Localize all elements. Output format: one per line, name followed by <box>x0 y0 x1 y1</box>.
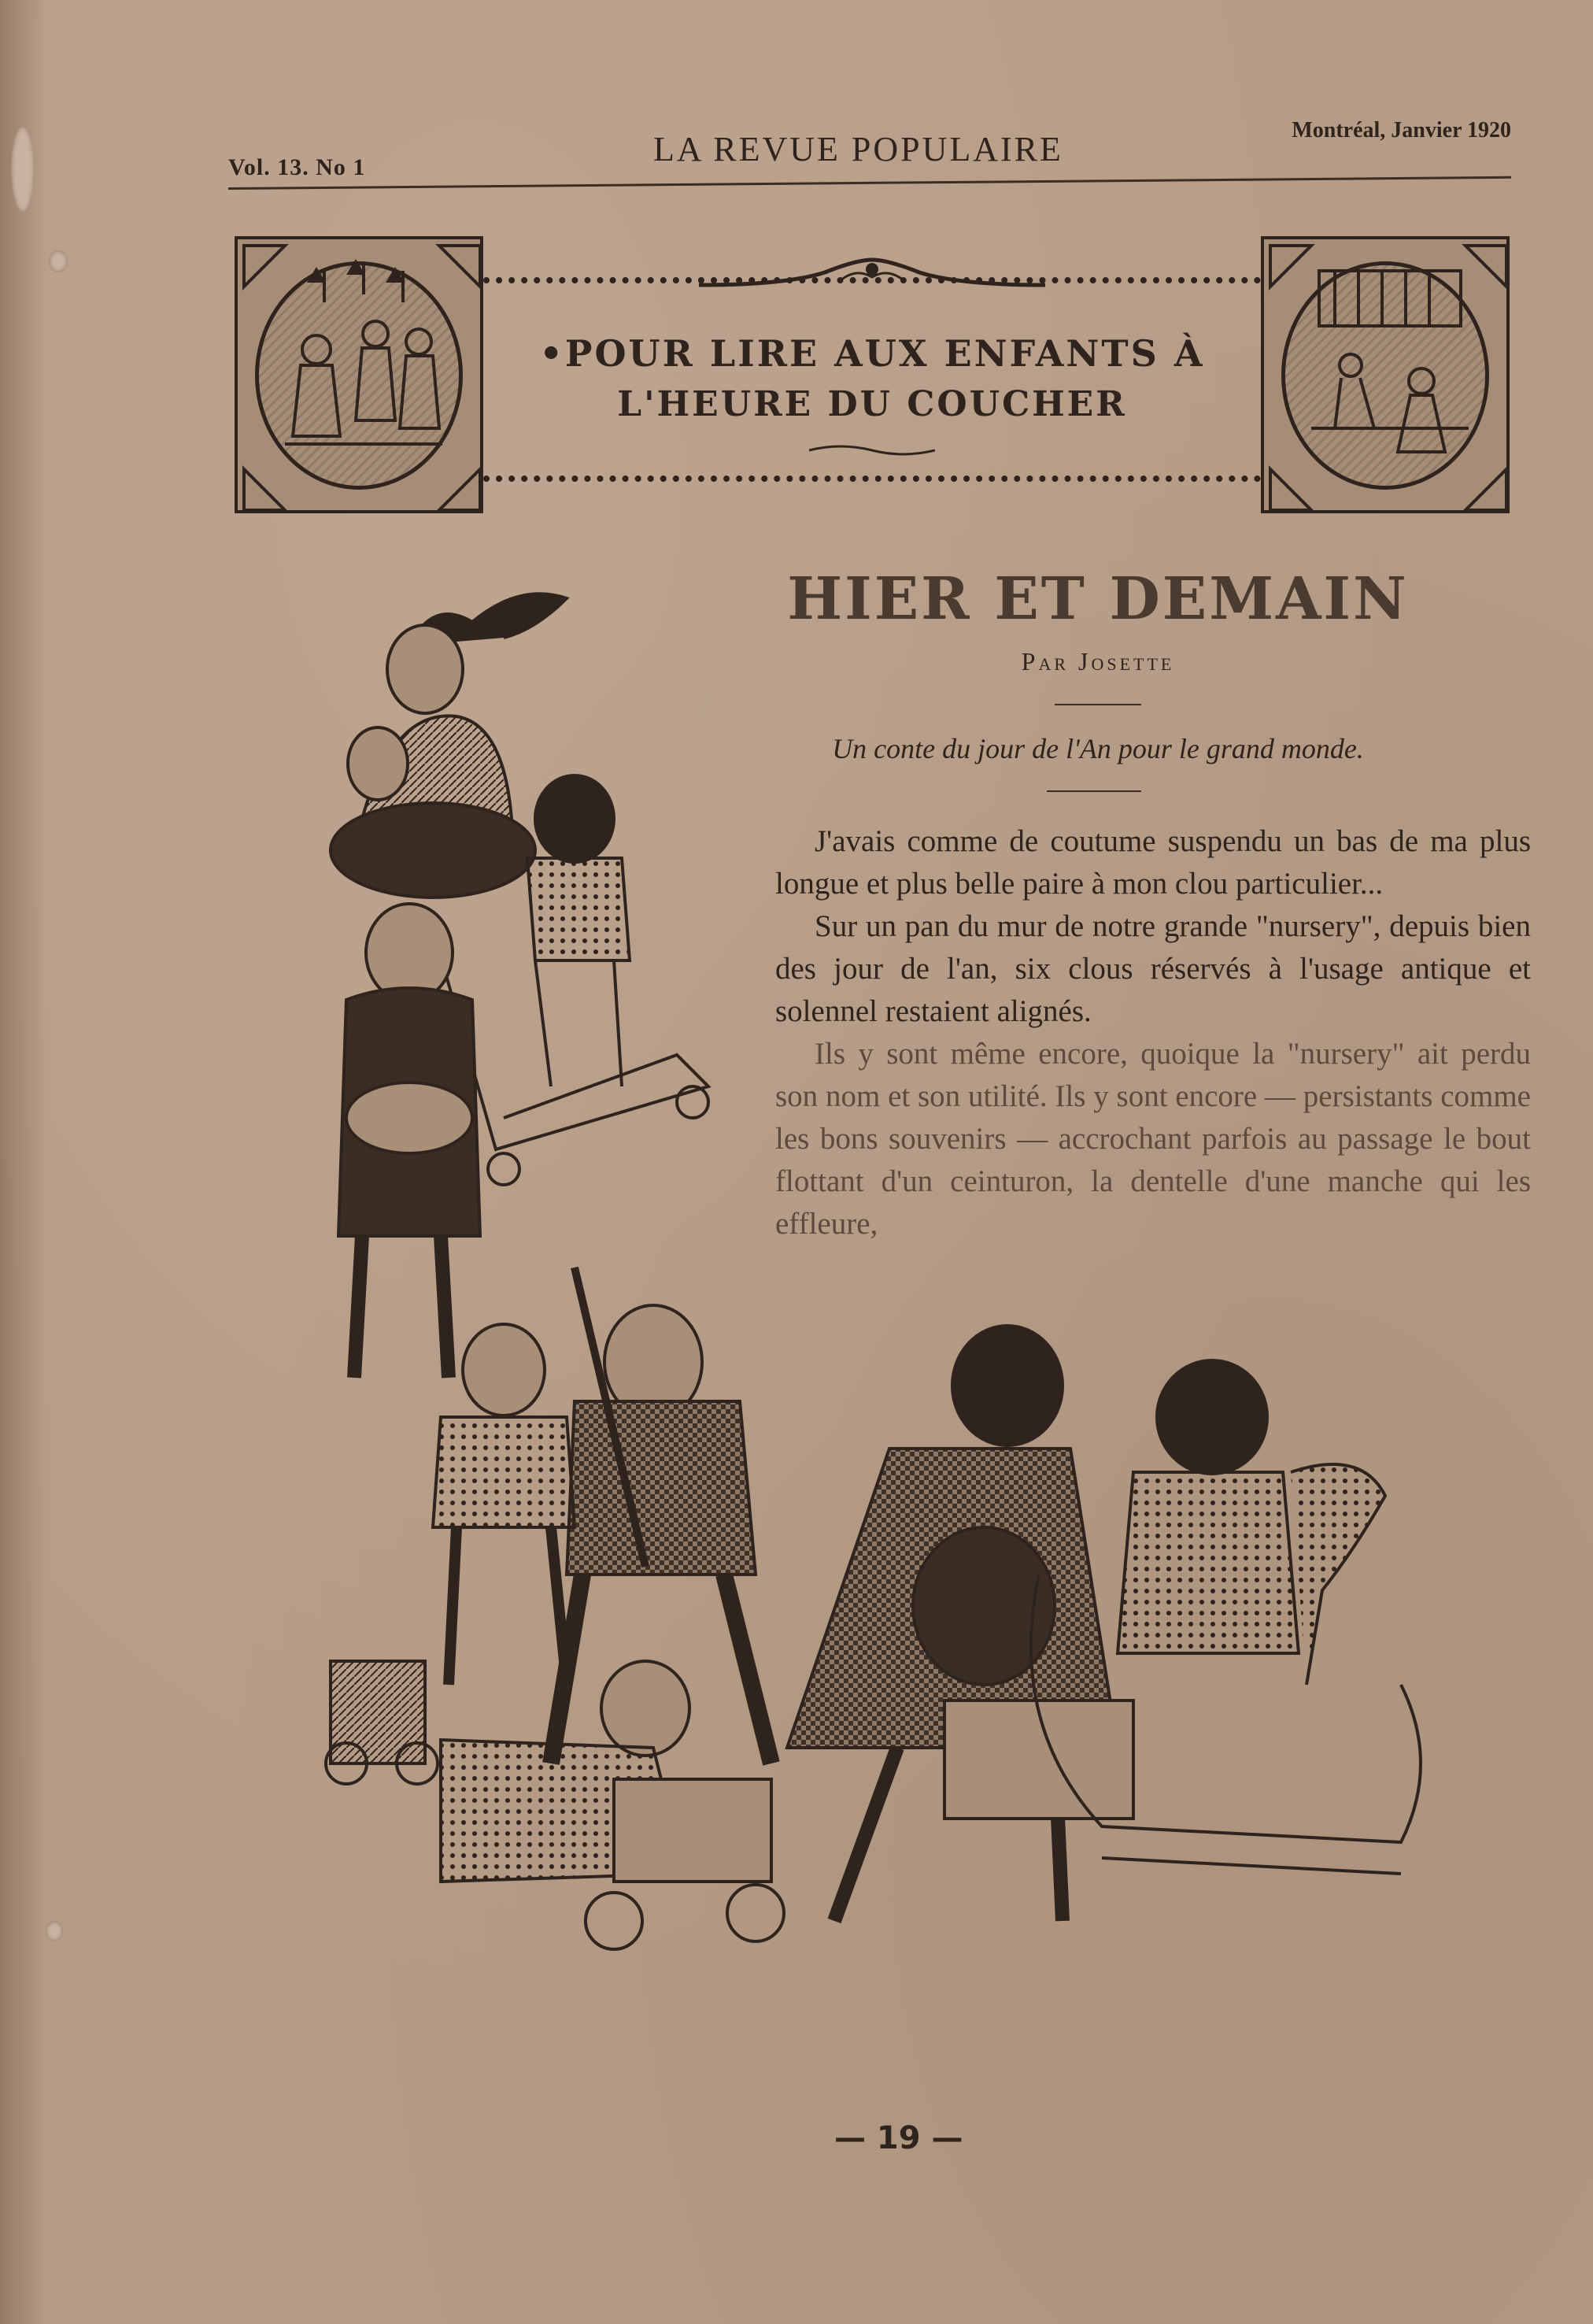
left-medallion-illustration <box>235 236 483 513</box>
paragraph: J'avais comme de coutume suspendu un bas de ma plus longue et plus belle paire à mon clou particulier... <box>775 824 1531 901</box>
banner-flourish <box>809 442 935 458</box>
family-reading-illustration <box>238 239 486 516</box>
title-rule <box>1055 704 1141 705</box>
paragraph: Sur un pan du mur de notre grande "nursery", depuis bien des jour de l'an, six clous réservés à l'usage antique et solennel restaient alignés. <box>775 909 1531 1028</box>
story-title: HIER ET DEMAIN <box>787 565 1409 633</box>
binding-hole <box>11 126 35 213</box>
story-byline: Par Josette <box>1021 647 1175 675</box>
paragraph: Ils y sont même encore, quoique la "nursery" ait perdu son nom et son utilité. Ils y sont encore — persistants comme les bons souvenirs — accrochant parfois au passage le bout flottant d'un ceinturon, la dentelle d'une manche qui les effleure, <box>775 1037 1531 1241</box>
page-number: — 19 — <box>834 2120 963 2156</box>
journal-title: LA REVUE POPULAIRE <box>653 130 1063 168</box>
story-subtitle: Un conte du jour de l'An pour le grand monde. <box>832 733 1364 764</box>
story-body <box>775 820 1531 1245</box>
banner-title-panel <box>483 277 1261 482</box>
volume-number: Vol. 13. No 1 <box>228 154 366 180</box>
binding-hole <box>46 1921 63 1941</box>
children-with-toys-illustration <box>315 583 1511 2063</box>
binding-shadow <box>0 0 47 2324</box>
binding-hole <box>49 250 68 272</box>
banner-title-line-2: L'HEURE DU COUCHER <box>617 384 1127 424</box>
section-banner <box>235 236 1510 513</box>
issue-date: Montréal, Janvier 1920 <box>1292 118 1511 142</box>
children-playing-illustration <box>1264 239 1513 516</box>
ornamental-crest <box>699 257 1045 288</box>
right-medallion-illustration <box>1261 236 1510 513</box>
subtitle-rule <box>1047 790 1141 792</box>
banner-title-line-1: •POUR LIRE AUX ENFANTS À <box>539 332 1205 375</box>
